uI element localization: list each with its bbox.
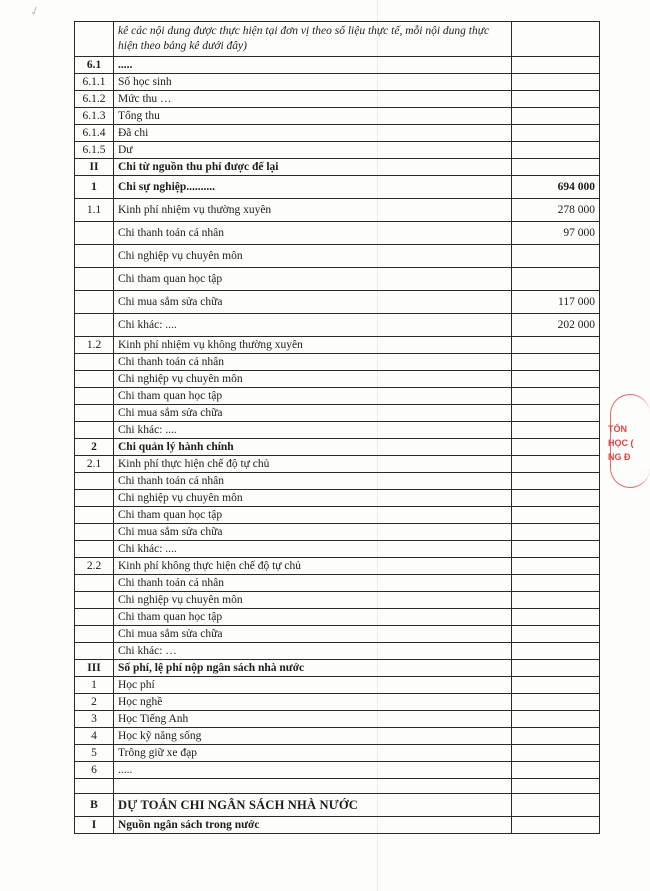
stt-cell xyxy=(75,314,114,337)
amount-cell xyxy=(512,439,600,456)
stt-cell xyxy=(75,22,114,57)
table-row xyxy=(75,558,600,575)
table-row xyxy=(75,354,600,371)
content-cell: Chi tham quan học tập xyxy=(114,388,512,405)
amount-cell xyxy=(512,371,600,388)
stt-cell xyxy=(75,575,114,592)
amount-cell xyxy=(512,507,600,524)
stt-cell xyxy=(75,371,114,388)
amount-cell xyxy=(512,575,600,592)
content-cell: Chi nghiệp vụ chuyên môn xyxy=(114,371,512,388)
content-cell: Dư xyxy=(114,142,512,159)
amount-cell: 202 000 xyxy=(512,314,600,337)
stt-cell xyxy=(75,222,114,245)
table-row xyxy=(75,22,600,57)
amount-cell xyxy=(512,422,600,439)
amount-cell xyxy=(512,74,600,91)
table-row xyxy=(75,745,600,762)
content-cell: Chi quản lý hành chính xyxy=(114,439,512,456)
stt-cell xyxy=(75,422,114,439)
amount-cell xyxy=(512,817,600,834)
content-cell: Chi mua sắm sửa chữa xyxy=(114,291,512,314)
table-row xyxy=(75,314,600,337)
stt-cell xyxy=(75,643,114,660)
stt-cell: 6 xyxy=(75,762,114,779)
amount-cell xyxy=(512,142,600,159)
content-cell: Chi tham quan học tập xyxy=(114,609,512,626)
amount-cell xyxy=(512,677,600,694)
content-cell: Chi thanh toán cá nhân xyxy=(114,354,512,371)
table-row xyxy=(75,405,600,422)
seal-text: TỔN xyxy=(608,424,627,434)
amount-cell xyxy=(512,159,600,176)
stt-cell: 1.1 xyxy=(75,199,114,222)
content-cell: Kinh phí nhiệm vụ không thường xuyên xyxy=(114,337,512,354)
content-cell xyxy=(114,779,512,794)
stt-cell: 4 xyxy=(75,728,114,745)
amount-cell xyxy=(512,558,600,575)
stt-cell: III xyxy=(75,660,114,677)
content-cell: Kinh phí không thực hiện chế độ tự chủ xyxy=(114,558,512,575)
stt-cell xyxy=(75,388,114,405)
amount-cell: 117 000 xyxy=(512,291,600,314)
amount-cell xyxy=(512,456,600,473)
amount-cell xyxy=(512,728,600,745)
content-cell: DỰ TOÁN CHI NGÂN SÁCH NHÀ NƯỚC xyxy=(114,794,512,817)
content-cell: Chi thanh toán cá nhân xyxy=(114,473,512,490)
stt-cell: 2.2 xyxy=(75,558,114,575)
content-cell: Nguồn ngân sách trong nước xyxy=(114,817,512,834)
content-cell: Số học sinh xyxy=(114,74,512,91)
stt-cell xyxy=(75,354,114,371)
table-row xyxy=(75,439,600,456)
amount-cell xyxy=(512,245,600,268)
table-row xyxy=(75,337,600,354)
content-cell: Đã chi xyxy=(114,125,512,142)
stt-cell xyxy=(75,626,114,643)
amount-cell xyxy=(512,609,600,626)
table-row xyxy=(75,592,600,609)
stt-cell: 6.1.5 xyxy=(75,142,114,159)
content-cell: Chi mua sắm sửa chữa xyxy=(114,626,512,643)
amount-cell xyxy=(512,626,600,643)
stt-cell: 3 xyxy=(75,711,114,728)
table-row xyxy=(75,291,600,314)
table-row xyxy=(75,626,600,643)
amount-cell xyxy=(512,779,600,794)
content-cell: ..... xyxy=(114,57,512,74)
table-row xyxy=(75,779,600,794)
content-cell: Kinh phí nhiệm vụ thường xuyên xyxy=(114,199,512,222)
stt-cell xyxy=(75,541,114,558)
amount-cell xyxy=(512,745,600,762)
content-cell: Mức thu … xyxy=(114,91,512,108)
stt-cell: 6.1.3 xyxy=(75,108,114,125)
table-row xyxy=(75,575,600,592)
content-cell: Chi nghiệp vụ chuyên môn xyxy=(114,592,512,609)
amount-cell xyxy=(512,388,600,405)
stt-cell: 6.1.1 xyxy=(75,74,114,91)
content-cell: Chi khác: .... xyxy=(114,314,512,337)
content-cell: Học phí xyxy=(114,677,512,694)
stt-cell: 1 xyxy=(75,176,114,199)
stt-cell xyxy=(75,609,114,626)
table-row xyxy=(75,609,600,626)
stt-cell xyxy=(75,779,114,794)
amount-cell xyxy=(512,405,600,422)
stt-cell: 2 xyxy=(75,694,114,711)
table-row xyxy=(75,728,600,745)
stt-cell xyxy=(75,592,114,609)
table-row xyxy=(75,541,600,558)
amount-cell xyxy=(512,22,600,57)
table-row xyxy=(75,91,600,108)
amount-cell: 97 000 xyxy=(512,222,600,245)
amount-cell xyxy=(512,268,600,291)
amount-cell xyxy=(512,592,600,609)
amount-cell xyxy=(512,660,600,677)
table-row xyxy=(75,142,600,159)
amount-cell xyxy=(512,794,600,817)
content-cell: Chi nghiệp vụ chuyên môn xyxy=(114,490,512,507)
content-cell: Tổng thu xyxy=(114,108,512,125)
amount-cell xyxy=(512,490,600,507)
stt-cell xyxy=(75,524,114,541)
table-row xyxy=(75,711,600,728)
table-row xyxy=(75,199,600,222)
stt-cell xyxy=(75,473,114,490)
content-cell: Chi khác: .... xyxy=(114,422,512,439)
table-row xyxy=(75,677,600,694)
table-row xyxy=(75,222,600,245)
amount-cell xyxy=(512,694,600,711)
content-cell: Kinh phí thực hiện chế độ tự chủ xyxy=(114,456,512,473)
table-row xyxy=(75,490,600,507)
table-row xyxy=(75,74,600,91)
amount-cell xyxy=(512,473,600,490)
table-row xyxy=(75,176,600,199)
amount-cell xyxy=(512,354,600,371)
table-row xyxy=(75,817,600,834)
content-cell: ..... xyxy=(114,762,512,779)
stt-cell xyxy=(75,245,114,268)
table-row xyxy=(75,371,600,388)
amount-cell xyxy=(512,643,600,660)
table-row xyxy=(75,388,600,405)
amount-cell xyxy=(512,524,600,541)
amount-cell xyxy=(512,762,600,779)
table-row xyxy=(75,524,600,541)
content-cell: kê các nội dung được thực hiện tại đơn vị theo số liệu thực tế, mỗi nội dung thực hiện theo bảng kê dưới đây) xyxy=(114,22,512,57)
table-row xyxy=(75,57,600,74)
stt-cell: II xyxy=(75,159,114,176)
content-cell: Chi tham quan học tập xyxy=(114,268,512,291)
table-row xyxy=(75,422,600,439)
stt-cell: 2 xyxy=(75,439,114,456)
table-row xyxy=(75,125,600,142)
stt-cell xyxy=(75,507,114,524)
stt-cell xyxy=(75,405,114,422)
content-cell: Chi khác: … xyxy=(114,643,512,660)
stt-cell: 5 xyxy=(75,745,114,762)
content-cell: Học nghề xyxy=(114,694,512,711)
table-row xyxy=(75,694,600,711)
content-cell: Chi mua sắm sửa chữa xyxy=(114,524,512,541)
red-seal-stamp xyxy=(608,394,634,486)
stt-cell: 1 xyxy=(75,677,114,694)
table-row xyxy=(75,643,600,660)
stt-cell: 2.1 xyxy=(75,456,114,473)
amount-cell: 278 000 xyxy=(512,199,600,222)
seal-text: NG Đ xyxy=(608,452,631,462)
content-cell: Chi tham quan học tập xyxy=(114,507,512,524)
seal-text: HỌC ( xyxy=(608,438,634,448)
table-row xyxy=(75,456,600,473)
stt-cell: B xyxy=(75,794,114,817)
table-row xyxy=(75,159,600,176)
content-cell: Số phí, lệ phí nộp ngân sách nhà nước xyxy=(114,660,512,677)
stt-cell xyxy=(75,291,114,314)
content-cell: Học Tiếng Anh xyxy=(114,711,512,728)
budget-table xyxy=(74,21,600,834)
amount-cell xyxy=(512,91,600,108)
amount-cell xyxy=(512,108,600,125)
table-row xyxy=(75,245,600,268)
content-cell: Chi sự nghiệp.......... xyxy=(114,176,512,199)
pencil-mark: ✓ xyxy=(27,2,42,20)
amount-cell: 694 000 xyxy=(512,176,600,199)
content-cell: Chi thanh toán cá nhân xyxy=(114,575,512,592)
stt-cell: 1.2 xyxy=(75,337,114,354)
stt-cell xyxy=(75,490,114,507)
content-cell: Chi từ nguồn thu phí được để lại xyxy=(114,159,512,176)
content-cell: Chi khác: .... xyxy=(114,541,512,558)
stt-cell: 6.1.2 xyxy=(75,91,114,108)
amount-cell xyxy=(512,57,600,74)
table-row xyxy=(75,473,600,490)
content-cell: Chi nghiệp vụ chuyên môn xyxy=(114,245,512,268)
table-row xyxy=(75,108,600,125)
amount-cell xyxy=(512,337,600,354)
table-row xyxy=(75,268,600,291)
stt-cell: 6.1.4 xyxy=(75,125,114,142)
amount-cell xyxy=(512,541,600,558)
table-row xyxy=(75,660,600,677)
table-row xyxy=(75,507,600,524)
content-cell: Chi thanh toán cá nhân xyxy=(114,222,512,245)
amount-cell xyxy=(512,711,600,728)
table-row xyxy=(75,762,600,779)
amount-cell xyxy=(512,125,600,142)
content-cell: Trông giữ xe đạp xyxy=(114,745,512,762)
stt-cell: 6.1 xyxy=(75,57,114,74)
stt-cell xyxy=(75,268,114,291)
content-cell: Học kỹ năng sống xyxy=(114,728,512,745)
stt-cell: I xyxy=(75,817,114,834)
table-row xyxy=(75,794,600,817)
content-cell: Chi mua sắm sửa chữa xyxy=(114,405,512,422)
